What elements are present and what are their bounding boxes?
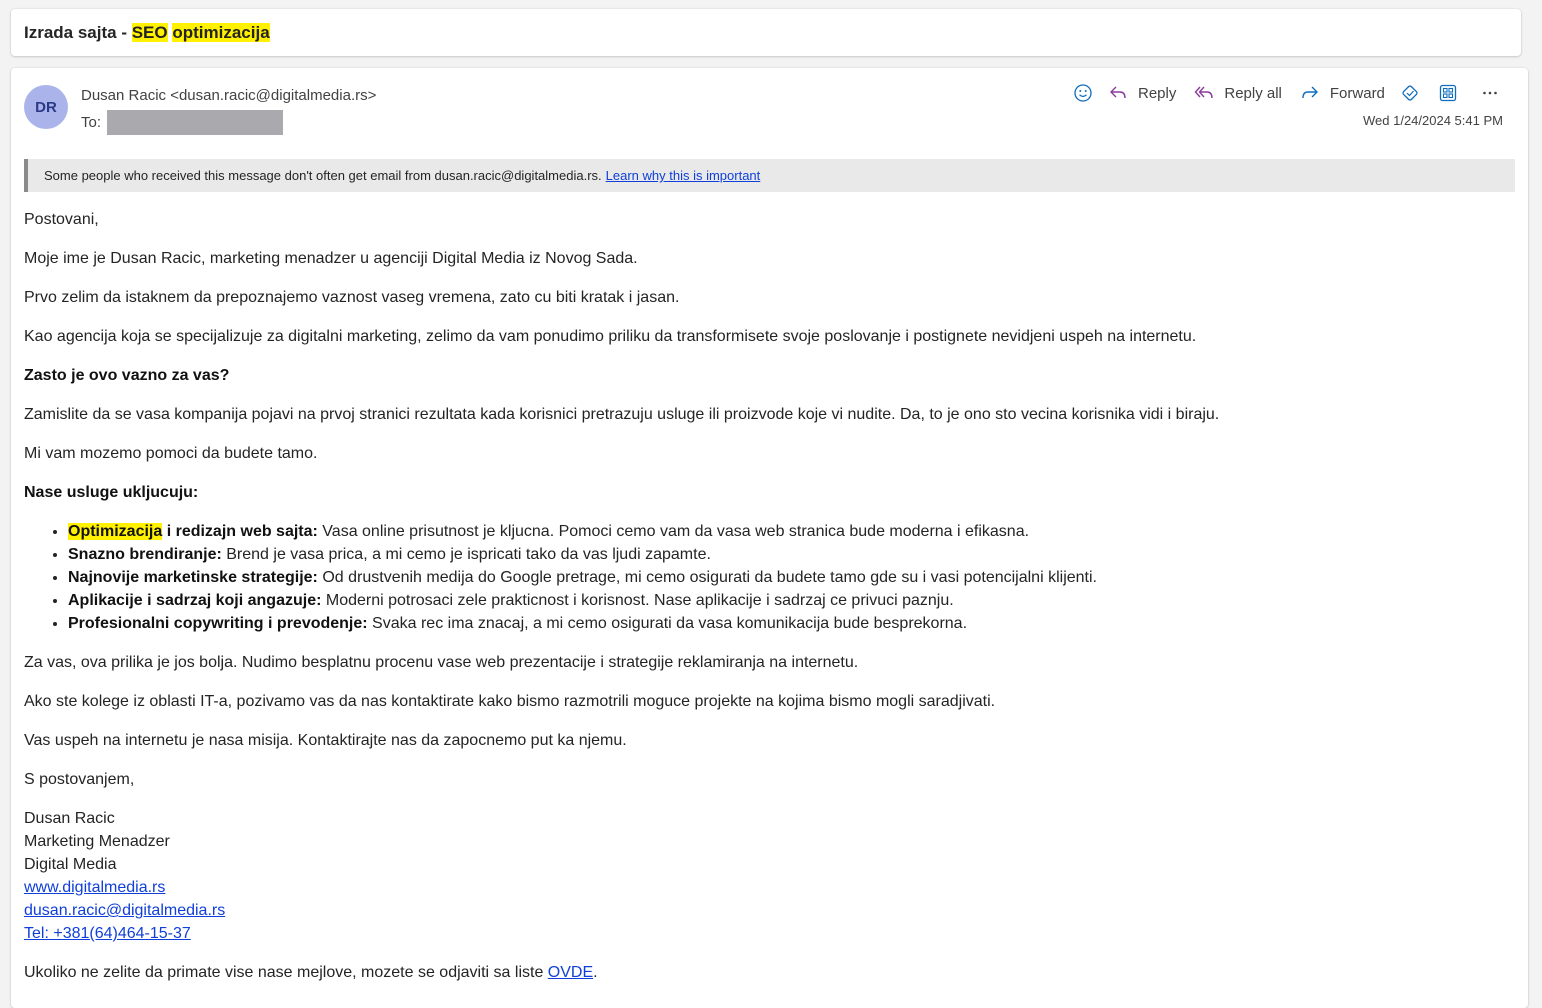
learn-why-link[interactable]: Learn why this is important xyxy=(605,168,761,183)
reply-all-label: Reply all xyxy=(1224,84,1282,102)
more-actions-button[interactable] xyxy=(1475,80,1505,106)
service-text: Brend je vasa prica, a mi cemo je ispricati tako da vas ljudi zapamte. xyxy=(221,546,711,563)
subject-highlight-optimizacija: optimizacija xyxy=(172,23,270,42)
list-item xyxy=(68,612,1504,635)
forward-button[interactable] xyxy=(1300,80,1385,106)
list-item xyxy=(68,543,1504,566)
to-label: To: xyxy=(81,114,102,131)
closing: S postovanjem, xyxy=(24,771,135,788)
paragraph-intro: Moje ime je Dusan Racic, marketing menadzer u agenciji Digital Media iz Novog Sada. xyxy=(24,250,638,267)
recipient-row xyxy=(81,110,283,135)
subject-bar xyxy=(11,9,1521,56)
forward-icon xyxy=(1300,83,1320,103)
reply-button[interactable] xyxy=(1108,80,1176,106)
heading-why xyxy=(24,364,1504,387)
service-title: Aplikacije i sadrzaj koji angazuje: xyxy=(68,592,322,609)
signature-title: Marketing Menadzer xyxy=(24,833,170,850)
sender-from[interactable]: Dusan Racic <dusan.racic@digitalmedia.rs> xyxy=(81,87,377,104)
external-sender-warning xyxy=(24,159,1515,192)
signature xyxy=(24,807,1504,945)
paragraph-help: Mi vam mozemo pomoci da budete tamo. xyxy=(24,445,318,462)
loop-button[interactable] xyxy=(1395,80,1425,106)
apps-icon xyxy=(1438,83,1458,103)
paragraph-offer: Za vas, ova prilika je jos bolja. Nudimo besplatnu procenu vase web prezentacije i strategije reklamiranja na internetu. xyxy=(24,654,859,671)
loop-icon xyxy=(1400,83,1420,103)
paragraph-agency: Kao agencija koja se specijalizuje za digitalni marketing, zelimo da vam ponudimo priliku da transformisete svoje poslovanje i postignete nevidjeni uspeh na internetu. xyxy=(24,328,1197,345)
email-subject xyxy=(24,22,270,44)
list-item xyxy=(68,589,1504,612)
message-actions xyxy=(1068,80,1505,106)
paragraph-colleagues: Ako ste kolege iz oblasti IT-a, pozivamo vas da nas kontaktirate kako bismo razmotrili moguce projekte na kojima bismo mogli saradjivati. xyxy=(24,693,996,710)
apps-button[interactable] xyxy=(1433,80,1463,106)
email-link[interactable]: dusan.racic@digitalmedia.rs xyxy=(24,902,226,919)
unsubscribe-line xyxy=(24,961,1504,984)
reply-icon xyxy=(1108,83,1128,103)
service-highlight: Optimizacija xyxy=(68,523,163,540)
phone-link[interactable]: Tel: +381(64)464-15-37 xyxy=(24,925,191,942)
emoji-reaction-button[interactable] xyxy=(1068,80,1098,106)
service-text: Moderni potrosaci zele prakticnost i korisnost. Nase aplikacije i sadrzaj ce privuci paznju. xyxy=(321,592,954,609)
service-title: Snazno brendiranje: xyxy=(68,546,222,563)
paragraph-time: Prvo zelim da istaknem da prepoznajemo vaznost vaseg vremena, zato cu biti kratak i jasan. xyxy=(24,289,680,306)
unsubscribe-end: . xyxy=(593,964,598,981)
recipient-redacted xyxy=(107,110,283,135)
service-text: Od drustvenih medija do Google pretrage, mi cemo osigurati da budete tamo gde su i vasi potencijalni klijenti. xyxy=(317,569,1097,586)
greeting: Postovani, xyxy=(24,211,99,228)
subject-highlight-seo: SEO xyxy=(131,23,168,42)
service-title: Profesionalni copywriting i prevodenje: xyxy=(68,615,368,632)
message-body xyxy=(24,208,1504,1000)
website-link[interactable]: www.digitalmedia.rs xyxy=(24,879,166,896)
avatar[interactable]: DR xyxy=(24,85,68,129)
heading-services-text: Nase usluge ukljucuju: xyxy=(24,484,199,501)
message-card xyxy=(11,68,1528,1008)
message-date: Wed 1/24/2024 5:41 PM xyxy=(1363,113,1503,128)
service-text: Vasa online prisutnost je kljucna. Pomoci cemo vam da vasa web stranica bude moderna i efikasna. xyxy=(317,523,1030,540)
service-title: i redizajn web sajta: xyxy=(162,523,318,540)
list-item xyxy=(68,520,1504,543)
service-title: Najnovije marketinske strategije: xyxy=(68,569,318,586)
list-item xyxy=(68,566,1504,589)
forward-label: Forward xyxy=(1329,84,1385,102)
subject-prefix: Izrada sajta - xyxy=(24,23,132,42)
heading-services xyxy=(24,481,1504,504)
reply-all-button[interactable] xyxy=(1194,80,1282,106)
reply-all-icon xyxy=(1194,83,1214,103)
unsubscribe-text: Ukoliko ne zelite da primate vise nase mejlove, mozete se odjaviti sa liste xyxy=(24,964,548,981)
paragraph-mission: Vas uspeh na internetu je nasa misija. Kontaktirajte nas da zapocnemo put ka njemu. xyxy=(24,732,627,749)
signature-name: Dusan Racic xyxy=(24,810,115,827)
service-text: Svaka rec ima znacaj, a mi cemo osigurati da vasa komunikacija bude besprekorna. xyxy=(367,615,968,632)
more-icon xyxy=(1480,83,1500,103)
signature-company: Digital Media xyxy=(24,856,117,873)
services-list xyxy=(24,520,1504,635)
warning-text: Some people who received this message don't often get email from dusan.racic@digitalmedia.rs. xyxy=(44,168,602,183)
smiley-icon xyxy=(1073,83,1093,103)
unsubscribe-link[interactable]: OVDE xyxy=(547,964,594,981)
reply-label: Reply xyxy=(1138,84,1177,102)
heading-why-text: Zasto je ovo vazno za vas? xyxy=(24,367,230,384)
paragraph-imagine: Zamislite da se vasa kompanija pojavi na prvoj stranici rezultata kada korisnici pretrazuju usluge ili proizvode koje vi nudite. Da, to je ono sto vecina korisnika vidi i biraju. xyxy=(24,406,1220,423)
